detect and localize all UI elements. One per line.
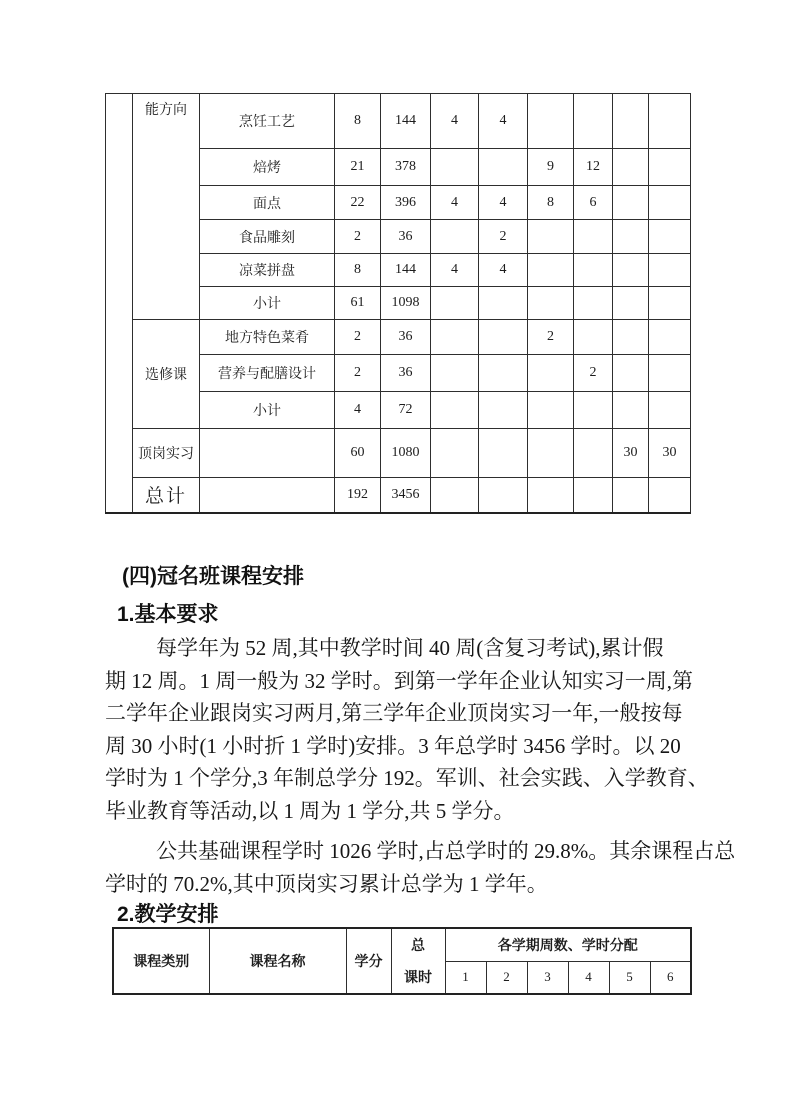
sem3-cell bbox=[528, 355, 574, 392]
credits-cell: 8 bbox=[335, 254, 381, 287]
sem1-cell: 4 bbox=[431, 254, 479, 287]
sem6-cell bbox=[649, 186, 691, 220]
sem2-cell bbox=[479, 355, 528, 392]
course-name-cell bbox=[200, 429, 335, 478]
hours-cell: 1098 bbox=[381, 287, 431, 320]
sem5-cell bbox=[613, 320, 649, 355]
sem6-cell bbox=[649, 287, 691, 320]
course-name-cell: 凉菜拼盘 bbox=[200, 254, 335, 287]
curriculum-table-continued bbox=[105, 93, 691, 514]
sem2-cell: 4 bbox=[479, 254, 528, 287]
table-row bbox=[106, 478, 691, 513]
credits-cell: 61 bbox=[335, 287, 381, 320]
hours-cell: 144 bbox=[381, 94, 431, 149]
group-elective: 选修课 bbox=[133, 320, 200, 429]
paragraph-line: 学时的 70.2%,其中顶岗实习累计总学为 1 学年。 bbox=[105, 871, 548, 896]
header-total-hours bbox=[391, 928, 445, 994]
sem4-cell bbox=[574, 429, 613, 478]
sem3-cell bbox=[528, 287, 574, 320]
paragraph-line: 公共基础课程学时 1026 学时,占总学时的 29.8%。其余课程占总 bbox=[156, 839, 736, 863]
sem2-cell bbox=[479, 478, 528, 513]
credits-cell: 22 bbox=[335, 186, 381, 220]
table-row bbox=[106, 429, 691, 478]
sem3-cell: 9 bbox=[528, 149, 574, 186]
sem3-cell: 2 bbox=[528, 320, 574, 355]
sem6-cell bbox=[649, 392, 691, 429]
course-name-cell: 食品雕刻 bbox=[200, 220, 335, 254]
sem5-cell bbox=[613, 94, 649, 149]
sem6-cell bbox=[649, 254, 691, 287]
section-heading: (四)冠名班课程安排 bbox=[122, 565, 304, 588]
spacer bbox=[392, 955, 445, 967]
header-semester-distribution: 各学期周数、学时分配 bbox=[445, 928, 691, 961]
course-name-cell: 营养与配膳设计 bbox=[200, 355, 335, 392]
sem2-cell bbox=[479, 429, 528, 478]
sem5-cell bbox=[613, 149, 649, 186]
sem6-cell bbox=[649, 94, 691, 149]
sem3-cell bbox=[528, 429, 574, 478]
sem5-cell: 30 bbox=[613, 429, 649, 478]
sem6-cell bbox=[649, 149, 691, 186]
header-sem-2: 2 bbox=[486, 961, 527, 994]
hours-cell: 36 bbox=[381, 320, 431, 355]
hours-cell: 1080 bbox=[381, 429, 431, 478]
sem4-cell bbox=[574, 254, 613, 287]
sem2-cell: 4 bbox=[479, 186, 528, 220]
sem3-cell bbox=[528, 94, 574, 149]
sem1-cell bbox=[431, 320, 479, 355]
header-total-line2: 课时 bbox=[404, 969, 432, 985]
group-internship: 顶岗实习 bbox=[133, 429, 200, 478]
header-course-category: 课程类别 bbox=[113, 928, 209, 994]
sem5-cell bbox=[613, 254, 649, 287]
sem2-cell bbox=[479, 287, 528, 320]
sem3-cell: 8 bbox=[528, 186, 574, 220]
sem1-cell bbox=[431, 429, 479, 478]
header-sem-3: 3 bbox=[527, 961, 568, 994]
total-label-cell: 总计 bbox=[133, 478, 200, 513]
course-name-cell: 焙烤 bbox=[200, 149, 335, 186]
sem5-cell bbox=[613, 478, 649, 513]
sem5-cell bbox=[613, 220, 649, 254]
table-row bbox=[106, 320, 691, 355]
header-credits: 学分 bbox=[346, 928, 391, 994]
sem6-cell bbox=[649, 355, 691, 392]
hours-cell: 144 bbox=[381, 254, 431, 287]
sem3-cell bbox=[528, 254, 574, 287]
sem5-cell bbox=[613, 392, 649, 429]
sem1-cell bbox=[431, 392, 479, 429]
sem1-cell bbox=[431, 149, 479, 186]
sem6-cell: 30 bbox=[649, 429, 691, 478]
subtotal-name-cell: 小计 bbox=[200, 287, 335, 320]
credits-cell: 8 bbox=[335, 94, 381, 149]
hours-cell: 3456 bbox=[381, 478, 431, 513]
course-name-cell: 烹饪工艺 bbox=[200, 94, 335, 149]
left-stub-cell bbox=[106, 94, 133, 513]
credits-cell: 2 bbox=[335, 355, 381, 392]
sem3-cell bbox=[528, 392, 574, 429]
credits-cell: 60 bbox=[335, 429, 381, 478]
sem3-cell bbox=[528, 478, 574, 513]
sem2-cell bbox=[479, 392, 528, 429]
sem2-cell: 2 bbox=[479, 220, 528, 254]
hours-cell: 36 bbox=[381, 220, 431, 254]
sem2-cell: 4 bbox=[479, 94, 528, 149]
header-sem-5: 5 bbox=[609, 961, 650, 994]
header-course-name: 课程名称 bbox=[209, 928, 346, 994]
sem4-cell: 2 bbox=[574, 355, 613, 392]
sem5-cell bbox=[613, 287, 649, 320]
sem4-cell bbox=[574, 220, 613, 254]
sem1-cell bbox=[431, 478, 479, 513]
sem1-cell bbox=[431, 287, 479, 320]
sem4-cell bbox=[574, 287, 613, 320]
sem4-cell bbox=[574, 478, 613, 513]
sem4-cell: 12 bbox=[574, 149, 613, 186]
paragraph-line: 毕业教育等活动,以 1 周为 1 学分,共 5 学分。 bbox=[105, 798, 515, 823]
subheading-basic-requirements: 1.基本要求 bbox=[117, 603, 219, 626]
sem5-cell bbox=[613, 355, 649, 392]
header-total-line1: 总 bbox=[411, 937, 425, 953]
sem1-cell: 4 bbox=[431, 94, 479, 149]
teaching-plan-table bbox=[112, 927, 692, 995]
paragraph-line: 每学年为 52 周,其中教学时间 40 周(含复习考试),累计假 bbox=[156, 636, 664, 660]
course-name-cell: 地方特色菜肴 bbox=[200, 320, 335, 355]
credits-cell: 2 bbox=[335, 220, 381, 254]
sem3-cell bbox=[528, 220, 574, 254]
hours-cell: 396 bbox=[381, 186, 431, 220]
hours-cell: 72 bbox=[381, 392, 431, 429]
subheading-teaching-plan: 2.教学安排 bbox=[117, 903, 219, 926]
credits-cell: 2 bbox=[335, 320, 381, 355]
sem6-cell bbox=[649, 220, 691, 254]
sem6-cell bbox=[649, 320, 691, 355]
paragraph-course-hours bbox=[105, 835, 736, 900]
paragraph-basic-requirements bbox=[105, 632, 709, 827]
sem6-cell bbox=[649, 478, 691, 513]
subtotal-name-cell: 小计 bbox=[200, 392, 335, 429]
sem4-cell bbox=[574, 320, 613, 355]
sem2-cell bbox=[479, 149, 528, 186]
sem1-cell bbox=[431, 355, 479, 392]
table-header-row bbox=[113, 928, 691, 961]
table-row bbox=[106, 94, 691, 149]
sem4-cell: 6 bbox=[574, 186, 613, 220]
sem5-cell bbox=[613, 186, 649, 220]
course-name-cell: 面点 bbox=[200, 186, 335, 220]
credits-cell: 4 bbox=[335, 392, 381, 429]
credits-cell: 21 bbox=[335, 149, 381, 186]
paragraph-line: 学时为 1 个学分,3 年制总学分 192。军训、社会实践、入学教育、 bbox=[105, 766, 709, 790]
group-skill-direction: 能方向 bbox=[133, 94, 200, 320]
paragraph-line: 期 12 周。1 周一般为 32 学时。到第一学年企业认知实习一周,第 bbox=[105, 668, 693, 693]
header-sem-6: 6 bbox=[650, 961, 691, 994]
header-sem-4: 4 bbox=[568, 961, 609, 994]
hours-cell: 36 bbox=[381, 355, 431, 392]
course-name-cell bbox=[200, 478, 335, 513]
paragraph-line: 周 30 小时(1 小时折 1 学时)安排。3 年总学时 3456 学时。以 20 bbox=[105, 733, 681, 758]
header-sem-1: 1 bbox=[445, 961, 486, 994]
credits-cell: 192 bbox=[335, 478, 381, 513]
sem1-cell bbox=[431, 220, 479, 254]
sem1-cell: 4 bbox=[431, 186, 479, 220]
paragraph-line: 二学年企业跟岗实习两月,第三学年企业顶岗实习一年,一般按每 bbox=[105, 701, 683, 725]
sem4-cell bbox=[574, 94, 613, 149]
hours-cell: 378 bbox=[381, 149, 431, 186]
sem2-cell bbox=[479, 320, 528, 355]
sem4-cell bbox=[574, 392, 613, 429]
